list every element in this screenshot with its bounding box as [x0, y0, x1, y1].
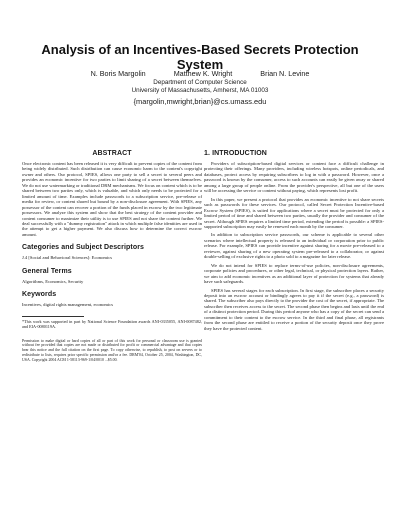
abstract-heading: ABSTRACT — [92, 150, 132, 157]
categories-text: J.4 [Social and Behavioral Sciences]: Economics — [22, 255, 113, 261]
affiliation-dept: Department of Computer Science — [153, 79, 247, 86]
left-column — [22, 150, 202, 362]
author-name: Matthew K. Wright — [173, 69, 233, 78]
intro-paragraph: We do not intend for SPIES to replace terms-of-use policies, non-disclosure agreements, corporate policies and procedures, or other legal, technical, or physical protection layers. Rather, we aim to add economic incentives as an additional layer of protection for systems that already have such safeguards. — [204, 262, 384, 285]
intro-paragraph: Providers of subscription-based digital services or content face a difficult challenge in protecting their offerings. Many providers, including wireless hotspots, online periodicals, and databases, protect access by requiring subscribers to log in with a password. However, once a password is known by the consumer, access to such accounts can easily be given away or shared among a large group of people online. From the provider's perspective, all but one of the users will be accessing the service or content without paying, which represents lost profit. — [204, 161, 384, 194]
paper-title: Analysis of an Incentives-Based Secrets Protection System — [41, 42, 359, 72]
affiliation-univ: University of Massachusetts, Amherst, MA 01003 — [131, 86, 269, 94]
copyright-notice: Permission to make digital or hard copies of all or part of this work for personal or classroom use is granted without fee provided that copies are not made or distributed for profit or commercial advantage and that copies bear this notice and the full citation on the first page. To copy otherwise, to republish, to post on servers or to redistribute to lists, requires prior specific permission and/or a fee. DRM'04, October 25, 2004, Washington, DC, USA. Copyright 2004 ACM 1-58113-969-1/04/0010 ...$5.00. — [22, 338, 202, 362]
intro-paragraph: SPIES has several stages for each subscription. In first stage, the subscriber places a security deposit into an escrow account or bindingly agrees to pay it if the secret (e.g., a password) is shared. The subscriber also pays directly to the provider the cost of the secret, if appropriate. The subscriber then receives access to the secret. The second phase then begins and lasts until the end of a distinct protection period. During this period anyone who has a copy of the secret can send a commitment to their content to the escrow service. In the third and final phase, all registrants from the second phase are entitled to receive a portion of the security deposit once they prove they have the protected content. — [204, 287, 384, 331]
author-name: Brian N. Levine — [260, 69, 310, 78]
author-email: {margolin,mwright,brian}@cs.umass.edu — [133, 97, 267, 106]
intro-heading: 1. INTRODUCTION — [204, 150, 267, 157]
categories-heading: Categories and Subject Descriptors — [22, 244, 145, 252]
general-terms-heading: General Terms — [22, 267, 72, 275]
funding-footnote: *This work was supported in part by National Science Foundation awards ANI-0335055, ANI-0087482, and EIA-0080119A. — [22, 318, 202, 329]
abstract-text: Once electronic content has been released it is very difficult to prevent copies of the content from being widely distributed. Such distribution can cause economic harm to the content's copyright owner and others. Our protocol, SPIES, allows one party to sell a secret to several peers and provides an economic incentive for two parties to limit sharing of a secret between themselves. We do not use watermarking or traditional DRM mechanisms. We focus on content which is to be shared between two parties only, which is valuable, and which only needs to be protected for a limited amount of time. Examples include passwords to a subscription service, pre-release of media for review, or content shared but bound by a non-disclosure agreement. With SPIES, any possessor of the content can recover a portion of the funds placed in escrow by the two legitimate possessors. We analyze this system and show that the best strategy of the content provider and content consumer to maximize their utility is to use SPIES and not share the content further. We deal successfully with a "dummy registration" attack in which multiple false identities are used in the attempt to get a higher payment. We also discuss how to determine the correct escrow amount. — [22, 161, 202, 237]
intro-paragraph: In this paper, we present a protocol that provides an economic incentive to not share secrets such as passwords for these services. Our protocol, called Secret Protection Incentive-based Escrow System (SPIES), is suited for applications where a secret must be protected for only a limited period of time and shared between two parties, usually the provider and consumer of the secret. Although SPIES requires a limited time period, extending the period is possible: a SPIES-supported subscription may easily be renewed each month by the consumer. — [204, 196, 384, 229]
general-terms-text: Algorithms, Economics, Security — [22, 278, 84, 284]
keywords-text: Incentives, digital rights management, economics — [22, 302, 114, 308]
intro-paragraph: In addition to subscription service passwords, our scheme is applicable to several other scenarios where intellectual property is released to an individual or corporation prior to public release. For example, SPIES can provide incentive against sharing for a movie pre-released to a reviewer, against sharing of a new operating system pre-released to a collaborator, or against double-selling of exclusive rights to a photo sold to a magazine for later release. — [204, 232, 384, 260]
keywords-heading: Keywords — [22, 291, 57, 299]
affiliation — [20, 79, 380, 94]
footnote-divider — [22, 316, 84, 317]
right-column — [204, 150, 384, 334]
author-list — [20, 69, 380, 78]
author-name: N. Boris Margolin — [90, 69, 146, 78]
